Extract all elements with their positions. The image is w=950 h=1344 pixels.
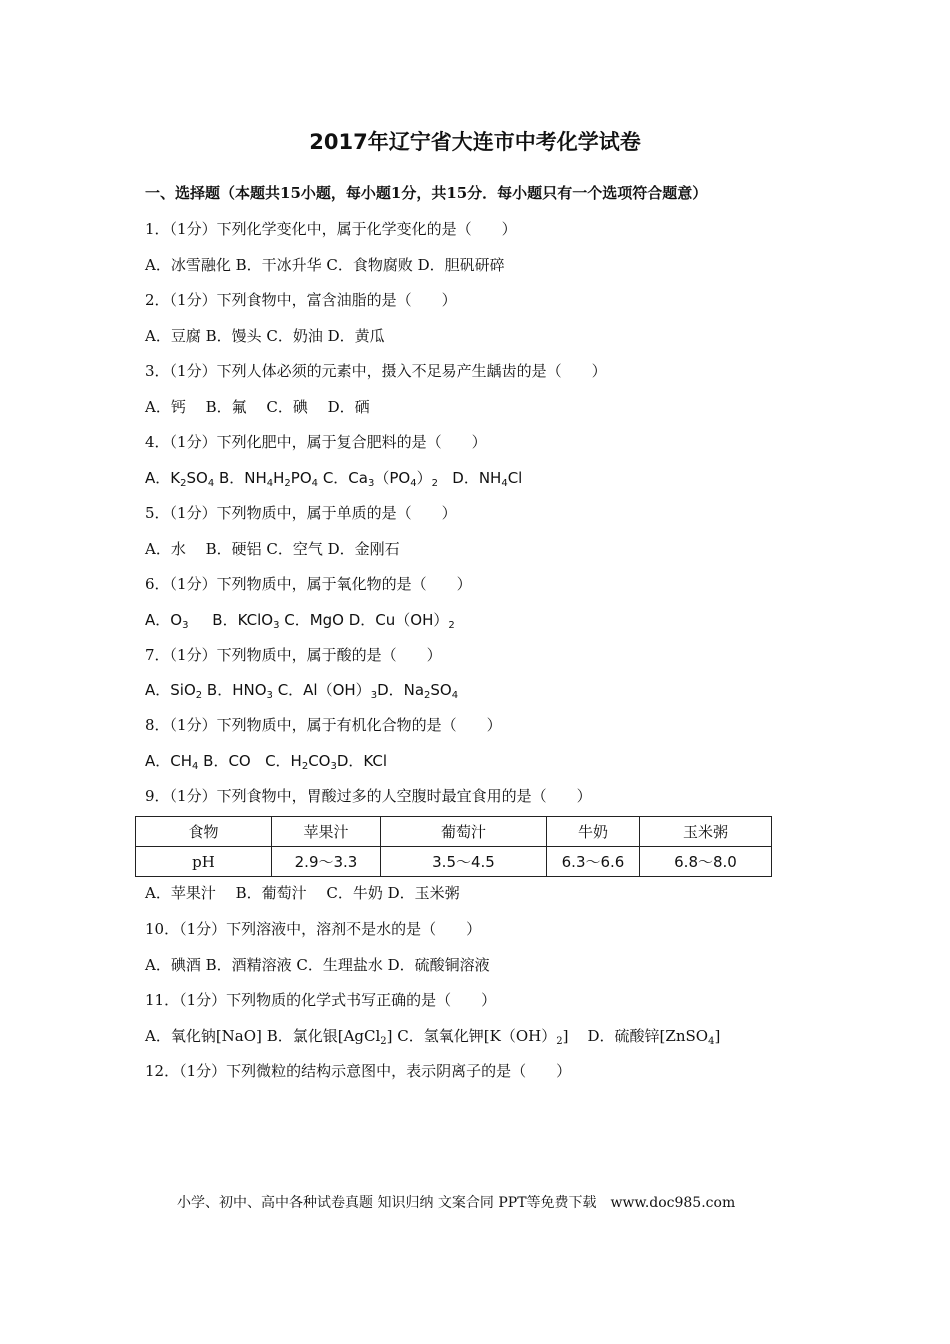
question-7: 7．（1分）下列物质中，属于酸的是（ ） [145,646,442,664]
page-title: 2017年辽宁省大连市中考化学试卷 [309,130,641,154]
table-row [136,847,772,877]
question-1: 1．（1分）下列化学变化中，属于化学变化的是（ ） [145,220,517,238]
question-11-options: A．氧化钠[NaO] B．氯化银[AgCl$_2$] C．氢氧化钾$[K(OH)_2]$ D．硫酸锌[ZnSO$_4$] [145,1027,721,1047]
question-9: 9．（1分）下列食物中，胃酸过多的人空腹时最宜食用的是（ ） [145,787,592,805]
question-9-options: A．苹果汁 B．葡萄汁 C．牛奶 D．玉米粥 [145,884,460,902]
table-cell: 苹果汁 [272,817,381,847]
question-7-options: A．SiO$_2$ B．$HNO_3$ C．$Al(OH)_3D$．$Na_2SO_4$ [145,681,459,701]
question-1-options: A．冰雪融化 B．干冰升华 C．食物腐败 D．胆矾研碎 [145,256,505,274]
question-4: 4．（1分）下列化肥中，属于复合肥料的是（ ） [145,433,487,451]
question-8-options: A．$CH_4$ B．CO C．$H_2CO_3D$．KCl [145,752,388,772]
question-3-options: A．钙 B．氟 C．碘 D．硒 [145,398,370,416]
table-cell: 3.5～4.5 [381,847,547,877]
question-12: 12．（1分）下列微粒的结构示意图中，表示阴离子的是（ ） [145,1062,572,1080]
question-2: 2．（1分）下列食物中，富含油脂的是（ ） [145,291,457,309]
question-6-options: A．$O_3$ B．KClO$_3$ C．MgO D．$Cu(OH)_2$ [145,611,455,631]
question-5-options: A．水 B．硬铝 C．空气 D．金刚石 [145,540,400,558]
question-10-options: A．碘酒 B．酒精溶液 C．生理盐水 D．硫酸铜溶液 [145,956,490,974]
table-cell: 6.3～6.6 [547,847,640,877]
ph-table [135,816,772,877]
table-cell: 牛奶 [547,817,640,847]
footer-text: 小学、初中、高中各种试卷真题 知识归纳 文案合同 PPT等免费下载 www.doc985.com [177,1195,736,1211]
table-cell: 2.9～3.3 [272,847,381,877]
table-header-row [136,817,772,847]
table-cell: 葡萄汁 [381,817,547,847]
table-cell: 食物 [136,817,272,847]
question-11: 11．（1分）下列物质的化学式书写正确的是（ ） [145,991,497,1009]
table-cell: 玉米粥 [640,817,772,847]
question-8: 8．（1分）下列物质中，属于有机化合物的是（ ） [145,716,502,734]
question-5: 5．（1分）下列物质中，属于单质的是（ ） [145,504,457,522]
question-2-options: A．豆腐 B．馒头 C．奶油 D．黄瓜 [145,327,385,345]
section-heading: 一、选择题（本题共15小题，每小题1分，共15分．每小题只有一个选项符合题意） [145,184,708,202]
table-cell: pH [136,847,272,877]
question-6: 6．（1分）下列物质中，属于氧化物的是（ ） [145,575,472,593]
table-cell: 6.8～8.0 [640,847,772,877]
question-4-options: A．$K_2SO_4$ B．$NH_4H_2PO_4$ C．$Ca_3(PO_4)_2$ D．$NH_4Cl$ [145,469,523,489]
question-10: 10．（1分）下列溶液中，溶剂不是水的是（ ） [145,920,482,938]
question-3: 3．（1分）下列人体必须的元素中，摄入不足易产生龋齿的是（ ） [145,362,607,380]
